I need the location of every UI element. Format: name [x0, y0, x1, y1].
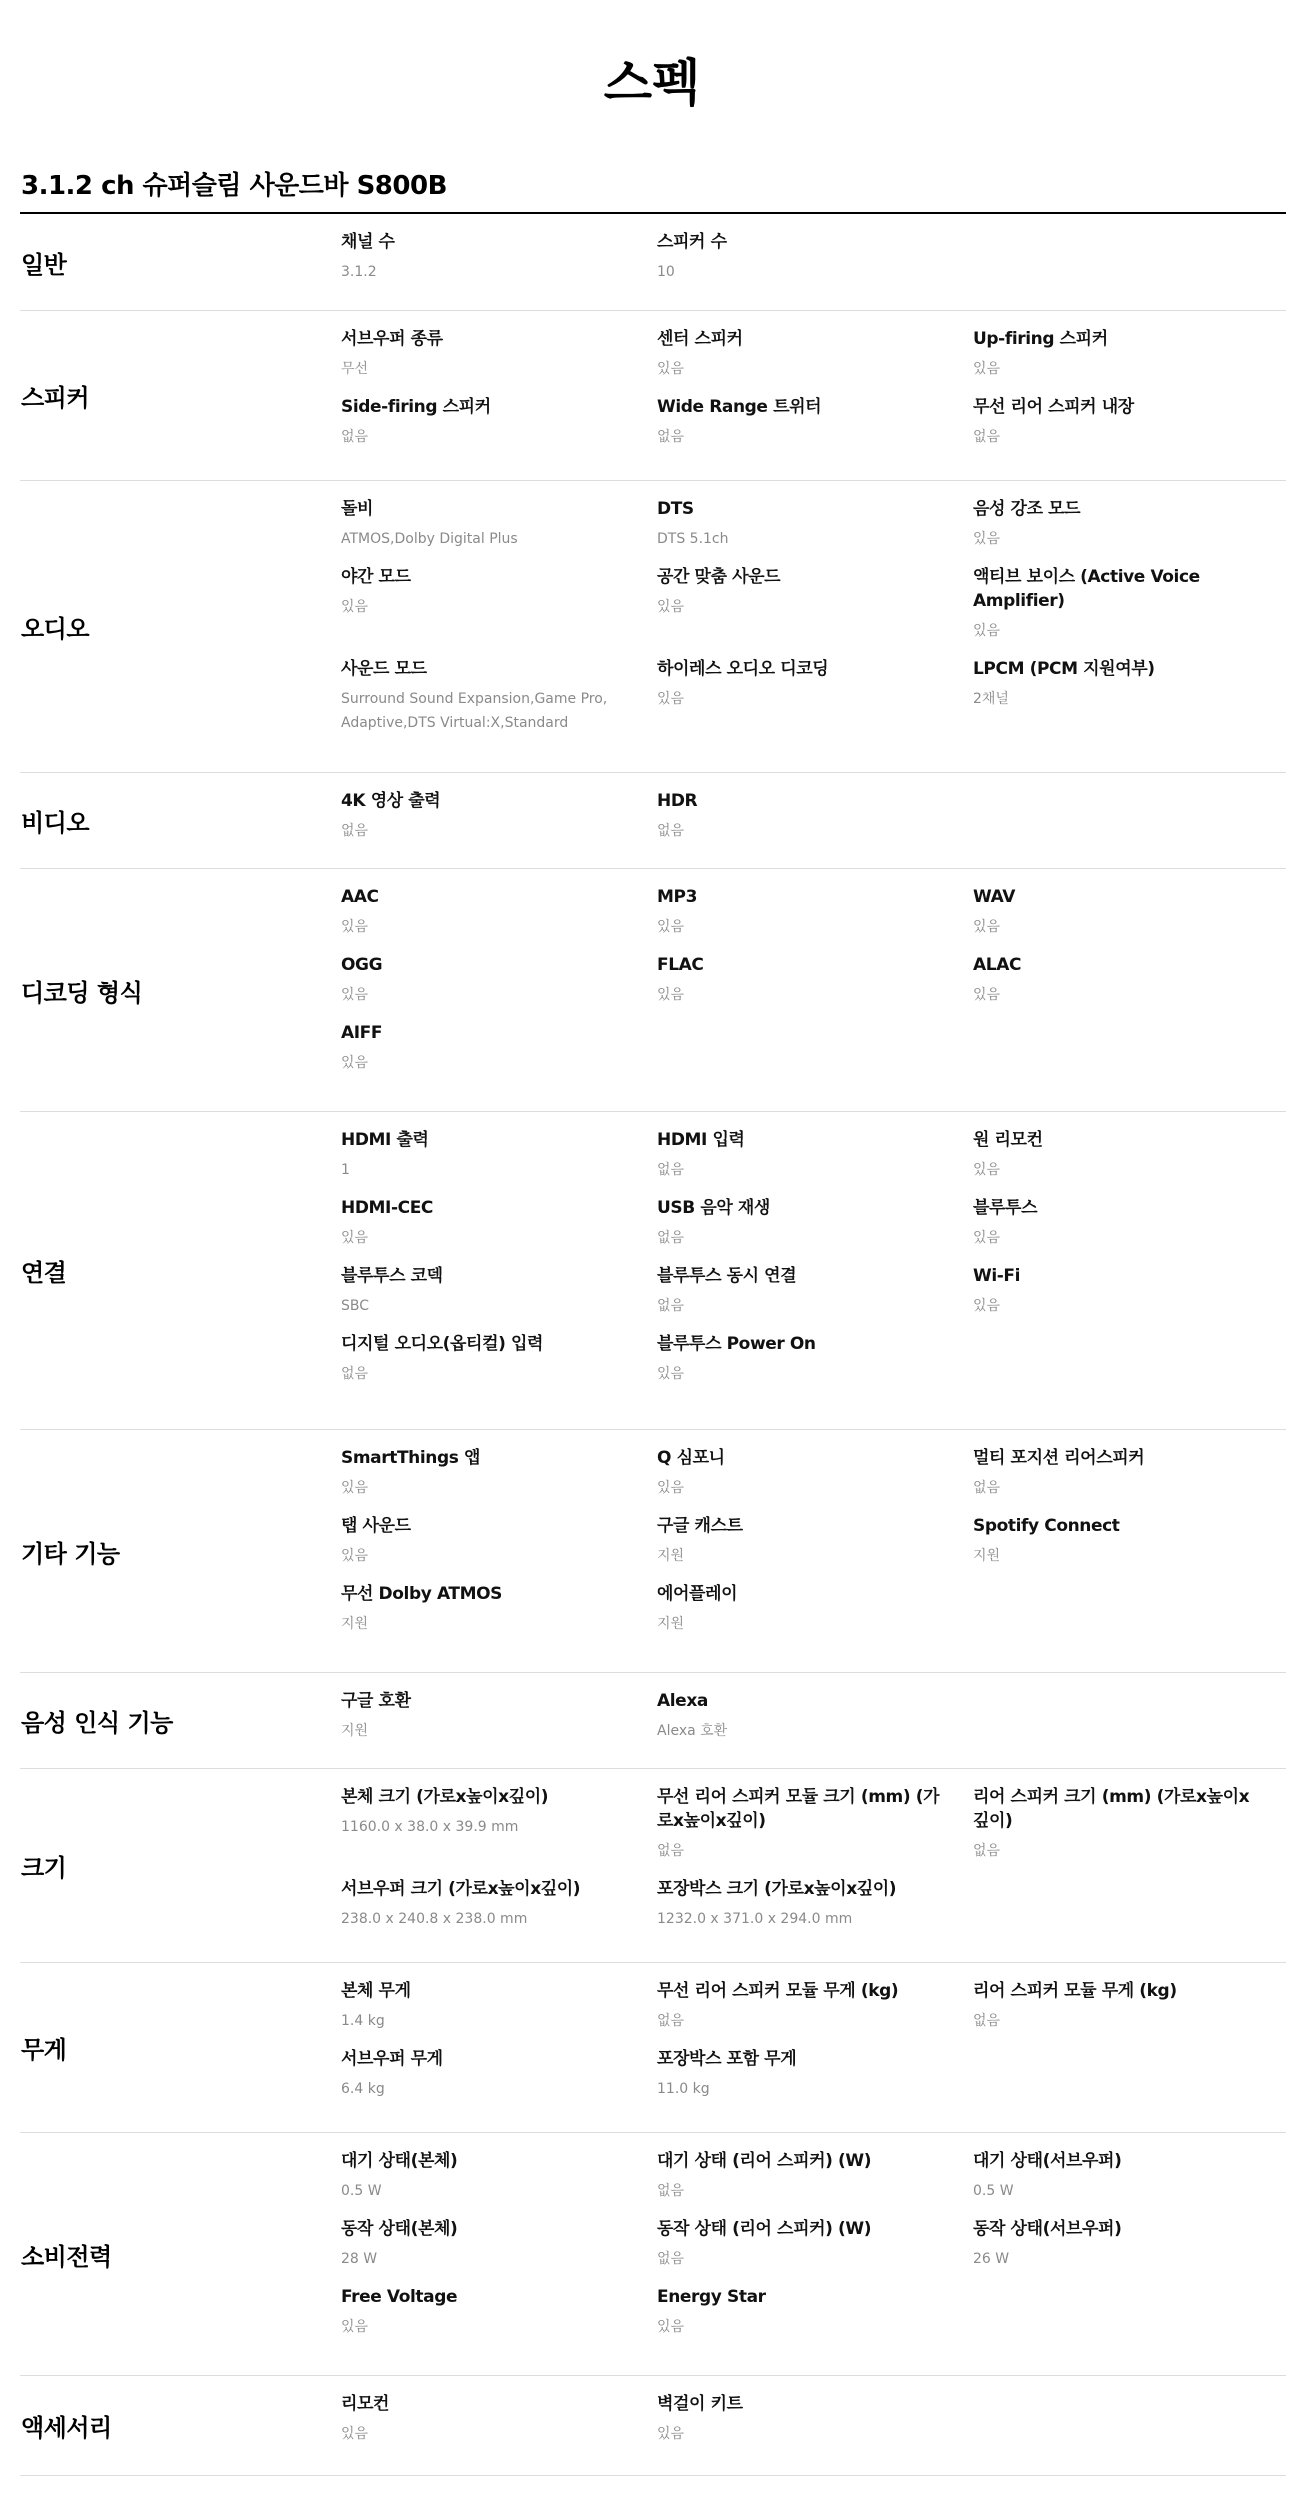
spec-label: 포장박스 크기 (가로x높이x깊이) [657, 1879, 897, 1899]
spec-grid [341, 1430, 1289, 1672]
spec-value: 0.5 W [341, 2183, 382, 2199]
spec-value: 있음 [973, 1230, 1001, 1246]
spec-value: 있음 [341, 1230, 369, 1246]
spec-item [657, 2392, 973, 2446]
spec-value: 있음 [973, 531, 1001, 547]
spec-label: Free Voltage [341, 2287, 458, 2307]
spec-item [657, 953, 973, 1007]
section-title: 소비전력 [21, 2242, 112, 2271]
spec-value: 0.5 W [973, 2183, 1014, 2199]
spec-value: 있음 [341, 1480, 369, 1496]
spec-item [657, 1264, 973, 1318]
spec-value: Alexa 호환 [657, 1723, 728, 1739]
spec-label: Q 심포니 [657, 1448, 725, 1468]
section-title: 액세서리 [21, 2414, 112, 2442]
spec-value: 3.1.2 [341, 264, 377, 280]
spec-value: 없음 [973, 429, 1001, 445]
spec-label: 공간 맞춤 사운드 [657, 567, 781, 587]
spec-label: 스피커 수 [657, 232, 727, 252]
spec-item [341, 1582, 657, 1636]
spec-label: 동작 상태 (리어 스피커) (W) [657, 2219, 872, 2239]
spec-label: 서브우퍼 종류 [341, 329, 443, 349]
spec-value: 없음 [341, 1366, 369, 1382]
spec-item [341, 1021, 657, 1075]
spec-grid [341, 214, 1289, 310]
spec-label: Wide Range 트위터 [657, 397, 822, 417]
spec-value: 없음 [341, 429, 369, 445]
spec-value: 있음 [341, 1548, 369, 1564]
spec-label: HDMI-CEC [341, 1198, 434, 1218]
spec-label: WAV [973, 887, 1015, 907]
spec-item [657, 1785, 973, 1863]
spec-section [20, 1112, 1286, 1430]
spec-value: 지원 [657, 1616, 685, 1632]
section-title: 오디오 [21, 615, 90, 643]
spec-item [973, 1979, 1289, 2033]
section-title: 무게 [21, 2036, 67, 2064]
spec-label: 돌비 [341, 499, 374, 519]
spec-value: 있음 [341, 1055, 369, 1071]
spec-value: 있음 [657, 599, 685, 615]
spec-value: 지원 [341, 1723, 369, 1739]
spec-item [341, 395, 657, 449]
spec-value: 있음 [973, 623, 1001, 639]
spec-value: 없음 [657, 2183, 685, 2199]
spec-value: 28 W [341, 2251, 378, 2267]
spec-value: 없음 [973, 1480, 1001, 1496]
spec-label: 멀티 포지션 리어스피커 [973, 1448, 1145, 1468]
spec-label: 하이레스 오디오 디코딩 [657, 659, 829, 679]
spec-label: USB 음악 재생 [657, 1198, 770, 1218]
spec-label: 음성 강조 모드 [973, 499, 1081, 519]
spec-value: 지원 [341, 1616, 369, 1632]
spec-label: Side-firing 스피커 [341, 397, 491, 417]
spec-label: 4K 영상 출력 [341, 791, 441, 811]
spec-item [973, 497, 1289, 551]
spec-value: 있음 [657, 2319, 685, 2335]
spec-label: 블루투스 Power On [657, 1334, 816, 1354]
spec-grid [341, 773, 1289, 868]
spec-value: 있음 [973, 919, 1001, 935]
spec-item [973, 565, 1289, 643]
spec-item [973, 327, 1289, 381]
spec-label: 리어 스피커 모듈 무게 (kg) [973, 1981, 1177, 2001]
spec-item [341, 327, 657, 381]
spec-section [20, 869, 1286, 1112]
spec-label: 리모컨 [341, 2394, 390, 2414]
spec-value: 없음 [657, 2013, 685, 2029]
spec-label: 구글 캐스트 [657, 1516, 743, 1536]
spec-item [657, 885, 973, 939]
spec-label: 서브우퍼 크기 (가로x높이x깊이) [341, 1879, 581, 1899]
spec-item [657, 1332, 973, 1386]
product-title: 3.1.2 ch 슈퍼슬림 사운드바 S800B [21, 171, 447, 201]
spec-grid [341, 1963, 1289, 2132]
spec-label: 동작 상태(서브우퍼) [973, 2219, 1122, 2239]
spec-item [341, 1446, 657, 1500]
section-title: 일반 [21, 250, 67, 279]
spec-item [341, 1785, 657, 1863]
spec-label: Energy Star [657, 2287, 766, 2307]
spec-value: 없음 [973, 2013, 1001, 2029]
spec-label: Wi-Fi [973, 1266, 1021, 1286]
spec-label: 야간 모드 [341, 567, 411, 587]
spec-grid [341, 2133, 1289, 2375]
spec-grid [341, 1112, 1289, 1429]
spec-value: SBC [341, 1298, 370, 1314]
spec-value: 있음 [657, 2426, 685, 2442]
spec-label: 디지털 오디오(옵티컬) 입력 [341, 1334, 544, 1354]
spec-item [341, 885, 657, 939]
spec-item [657, 2285, 973, 2339]
spec-item [657, 230, 973, 284]
spec-label: Spotify Connect [973, 1516, 1120, 1536]
spec-value: 없음 [657, 2251, 685, 2267]
spec-value: 무선 [341, 361, 369, 377]
spec-value: 있음 [657, 987, 685, 1003]
spec-label: HDR [657, 791, 698, 811]
spec-item [657, 327, 973, 381]
spec-item [341, 497, 657, 551]
spec-label: DTS [657, 499, 694, 519]
spec-item [973, 1264, 1289, 1318]
spec-value: 있음 [973, 1298, 1001, 1314]
spec-item [973, 2149, 1289, 2203]
spec-label: 무선 리어 스피커 모듈 크기 (mm) (가로x높이x깊이) [657, 1787, 940, 1831]
spec-label: 센터 스피커 [657, 329, 743, 349]
spec-item [341, 953, 657, 1007]
spec-value: 지원 [657, 1548, 685, 1564]
spec-value: 있음 [341, 2319, 369, 2335]
spec-grid [341, 2376, 1289, 2475]
spec-item [657, 497, 973, 551]
spec-value: 있음 [341, 987, 369, 1003]
spec-label: 무선 리어 스피커 내장 [973, 397, 1134, 417]
spec-label: 원 리모컨 [973, 1130, 1043, 1150]
spec-item [341, 2392, 657, 2446]
spec-value: Surround Sound Expansion,Game Pro, Adaptive,DTS Virtual:X,Standard [341, 691, 608, 731]
spec-label: FLAC [657, 955, 704, 975]
spec-item [973, 885, 1289, 939]
section-title: 디코딩 형식 [21, 978, 143, 1007]
spec-section [20, 1769, 1286, 1963]
spec-value: 없음 [973, 1843, 1001, 1859]
spec-item [973, 1514, 1289, 1568]
spec-label: 무선 Dolby ATMOS [341, 1584, 502, 1604]
spec-item [341, 1979, 657, 2033]
spec-value: 있음 [973, 1162, 1001, 1178]
spec-label: OGG [341, 955, 383, 975]
spec-label: 대기 상태(본체) [341, 2151, 458, 2171]
spec-label: 본체 크기 (가로x높이x깊이) [341, 1787, 549, 1807]
spec-item [341, 789, 657, 843]
spec-label: 에어플레이 [657, 1584, 738, 1604]
spec-grid [341, 1673, 1289, 1768]
spec-grid [341, 481, 1289, 772]
spec-item [973, 1785, 1289, 1863]
spec-label: 사운드 모드 [341, 659, 427, 679]
spec-section [20, 481, 1286, 773]
spec-value: 없음 [657, 823, 685, 839]
spec-item [973, 953, 1289, 1007]
spec-item [657, 395, 973, 449]
spec-item [657, 1128, 973, 1182]
spec-label: Alexa [657, 1691, 708, 1711]
spec-section [20, 1430, 1286, 1673]
spec-item [657, 1689, 973, 1743]
spec-item [341, 1196, 657, 1250]
spec-section [20, 773, 1286, 869]
spec-item [341, 1128, 657, 1182]
spec-label: 포장박스 포함 무게 [657, 2049, 797, 2069]
spec-item [341, 2149, 657, 2203]
spec-label: ALAC [973, 955, 1022, 975]
spec-value: 1 [341, 1162, 350, 1178]
spec-value: 있음 [973, 987, 1001, 1003]
spec-section [20, 2133, 1286, 2376]
spec-item [973, 1446, 1289, 1500]
spec-item [341, 2217, 657, 2271]
spec-item [657, 1196, 973, 1250]
section-title: 비디오 [21, 809, 90, 837]
spec-item [973, 657, 1289, 735]
section-title: 연결 [21, 1259, 67, 1287]
spec-value: 1232.0 x 371.0 x 294.0 mm [657, 1911, 853, 1927]
spec-sections [20, 214, 1286, 2476]
spec-value: 없음 [657, 1162, 685, 1178]
spec-label: HDMI 입력 [657, 1130, 745, 1150]
spec-item [341, 1877, 657, 1931]
spec-item [341, 230, 657, 284]
spec-item [341, 657, 657, 735]
spec-label: 리어 스피커 크기 (mm) (가로x높이x깊이) [973, 1787, 1250, 1831]
spec-item [341, 2047, 657, 2101]
spec-item [341, 565, 657, 643]
spec-value: 있음 [973, 361, 1001, 377]
spec-item [973, 1128, 1289, 1182]
spec-item [341, 1264, 657, 1318]
spec-item [657, 565, 973, 643]
section-title: 크기 [21, 1854, 67, 1882]
spec-label: 구글 호환 [341, 1691, 411, 1711]
spec-item [341, 2285, 657, 2339]
spec-label: HDMI 출력 [341, 1130, 429, 1150]
spec-value: 없음 [657, 1230, 685, 1246]
spec-value: 지원 [973, 1548, 1001, 1564]
spec-value: 있음 [657, 1366, 685, 1382]
spec-item [657, 2217, 973, 2271]
spec-value: 없음 [657, 1843, 685, 1859]
spec-value: 있음 [341, 2426, 369, 2442]
section-title: 음성 인식 기능 [21, 1709, 173, 1737]
spec-item [657, 1514, 973, 1568]
spec-label: 벽걸이 키트 [657, 2394, 743, 2414]
spec-item [973, 395, 1289, 449]
spec-label: 채널 수 [341, 232, 395, 252]
spec-value: 있음 [341, 599, 369, 615]
spec-label: 본체 무게 [341, 1981, 411, 2001]
spec-value: 11.0 kg [657, 2081, 710, 2097]
spec-item [657, 789, 973, 843]
spec-label: 액티브 보이스 (Active Voice Amplifier) [973, 567, 1200, 611]
spec-value: 6.4 kg [341, 2081, 385, 2097]
spec-grid [341, 311, 1289, 480]
spec-label: Up-firing 스피커 [973, 329, 1108, 349]
spec-value: 1.4 kg [341, 2013, 385, 2029]
spec-label: 대기 상태(서브우퍼) [973, 2151, 1122, 2171]
spec-item [341, 1514, 657, 1568]
spec-value: 1160.0 x 38.0 x 39.9 mm [341, 1819, 519, 1835]
spec-item [657, 1582, 973, 1636]
spec-section [20, 311, 1286, 481]
spec-label: 블루투스 코덱 [341, 1266, 443, 1286]
spec-value: 없음 [657, 1298, 685, 1314]
spec-grid [341, 869, 1289, 1111]
spec-item [657, 1877, 973, 1931]
spec-label: SmartThings 앱 [341, 1448, 480, 1468]
spec-section [20, 214, 1286, 311]
spec-section [20, 1963, 1286, 2133]
spec-item [657, 2047, 973, 2101]
spec-item [973, 1196, 1289, 1250]
spec-value: ATMOS,Dolby Digital Plus [341, 531, 518, 547]
spec-label: 서브우퍼 무게 [341, 2049, 443, 2069]
spec-label: AAC [341, 887, 379, 907]
spec-value: DTS 5.1ch [657, 531, 729, 547]
spec-item [657, 2149, 973, 2203]
spec-label: 무선 리어 스피커 모듈 무게 (kg) [657, 1981, 899, 2001]
spec-grid [341, 1769, 1289, 1962]
section-title: 기타 기능 [21, 1539, 120, 1568]
spec-value: 있음 [341, 919, 369, 935]
page-title: 스펙 [603, 54, 701, 112]
spec-label: 탭 사운드 [341, 1516, 411, 1536]
spec-value: 있음 [657, 919, 685, 935]
spec-item [341, 1332, 657, 1386]
spec-item [657, 1979, 973, 2033]
spec-item [657, 657, 973, 735]
spec-value: 26 W [973, 2251, 1010, 2267]
spec-item [973, 2217, 1289, 2271]
spec-item [341, 1689, 657, 1743]
spec-value: 있음 [657, 1480, 685, 1496]
spec-label: MP3 [657, 887, 698, 907]
spec-value: 있음 [657, 361, 685, 377]
spec-label: 동작 상태(본체) [341, 2219, 458, 2239]
spec-label: AIFF [341, 1023, 383, 1043]
spec-value: 10 [657, 264, 675, 280]
spec-value: 없음 [657, 429, 685, 445]
spec-value: 2채널 [973, 691, 1009, 707]
spec-value: 있음 [657, 691, 685, 707]
spec-item [657, 1446, 973, 1500]
spec-label: 블루투스 [973, 1198, 1038, 1218]
spec-section [20, 1673, 1286, 1769]
spec-label: 블루투스 동시 연결 [657, 1266, 797, 1286]
spec-value: 238.0 x 240.8 x 238.0 mm [341, 1911, 528, 1927]
spec-value: 없음 [341, 823, 369, 839]
spec-section [20, 2376, 1286, 2476]
spec-label: LPCM (PCM 지원여부) [973, 659, 1155, 679]
spec-label: 대기 상태 (리어 스피커) (W) [657, 2151, 872, 2171]
section-title: 스피커 [21, 384, 90, 412]
